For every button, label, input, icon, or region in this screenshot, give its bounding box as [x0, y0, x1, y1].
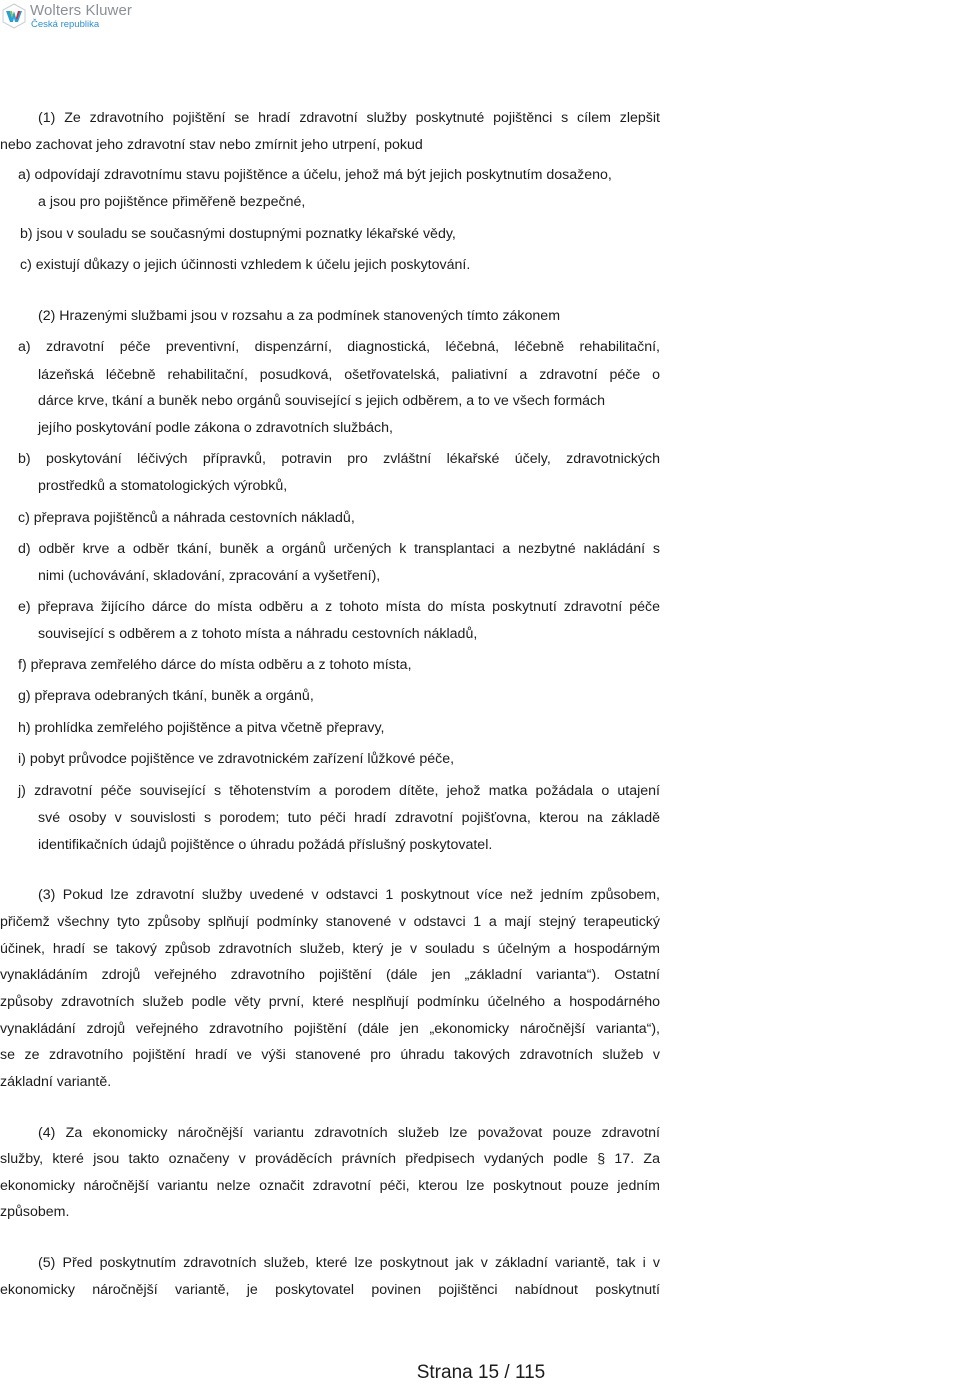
text-line: ekonomicky náročnější variantu nelze označit zdravotní péči, kterou lze poskytnout pouze jedním — [0, 1178, 660, 1194]
text-line: přičemž všechny tyto způsoby splňují podmínky stanovené v odstavci 1 a mají stejný terapeutický — [0, 914, 660, 930]
text-line: dárce krve, tkání a buněk nebo orgánů související s jejich odběrem, a to ve všech formách — [38, 393, 606, 409]
text-line: ekonomicky náročnější variantě, je poskytovatel povinen pojištěnci nabídnout poskytnutí — [0, 1282, 660, 1298]
text-line: vynakládání zdrojů veřejného zdravotního pojištění (dále jen „ekonomicky náročnější varianta“), — [0, 1021, 660, 1037]
text-line: vynakládáním zdrojů veřejného zdravotního pojištění (dále jen „základní varianta“). Ostatní — [0, 967, 660, 983]
text-line: základní variantě. — [0, 1074, 112, 1090]
text-line: c) přeprava pojištěnců a náhrada cestovních nákladů, — [18, 510, 355, 526]
text-line: jejího poskytování podle zákona o zdravotních službách, — [38, 420, 393, 436]
text-line: účinek, hradí se takový způsob zdravotních služeb, který je v souladu s účelným a hospodárným — [0, 941, 660, 957]
text-line: j) zdravotní péče související s těhotenstvím a porodem dítěte, jehož matka požádala o utajení — [18, 783, 660, 799]
text-line: a) zdravotní péče preventivní, dispenzární, diagnostická, léčebná, léčebně rehabilitační, — [18, 339, 660, 355]
text-line: d) odběr krve a odběr tkání, buněk a orgánů určených k transplantaci a nezbytné nakládání s — [18, 541, 660, 557]
text-line: e) přeprava žijícího dárce do místa odběru a z tohoto místa do místa poskytnutí zdravotní péče — [18, 599, 660, 615]
text-line: a jsou pro pojištěnce přiměřeně bezpečné, — [38, 194, 306, 210]
text-line: c) existují důkazy o jejich účinnosti vzhledem k účelu jejich poskytování. — [20, 257, 471, 273]
text-line: způsobem. — [0, 1204, 70, 1220]
wolters-kluwer-logo-icon — [2, 3, 26, 29]
text-line: služby, které jsou takto označeny v prováděcích právních předpisech vydaných podle § 17. Za — [0, 1151, 660, 1167]
text-line: b) jsou v souladu se současnými dostupnými poznatky lékařské vědy, — [20, 226, 456, 242]
text-line: lázeňská léčebně rehabilitační, posudková, ošetřovatelská, paliativní a zdravotní péče o — [38, 367, 660, 383]
text-line: i) pobyt průvodce pojištěnce ve zdravotnickém zařízení lůžkové péče, — [18, 751, 455, 767]
text-line: f) přeprava zemřelého dárce do místa odběru a z tohoto místa, — [18, 657, 412, 673]
publisher-logo — [2, 3, 132, 30]
text-line: své osoby v souvislosti s porodem; tuto péči hradí zdravotní pojišťovna, kterou na základě — [38, 810, 660, 826]
text-line: nimi (uchovávání, skladování, zpracování a vyšetření), — [38, 568, 381, 584]
text-line: identifikačních údajů pojištěnce o úhradu požádá příslušný poskytovatel. — [38, 837, 493, 853]
text-line: (4) Za ekonomicky náročnější variantu zdravotních služeb lze považovat pouze zdravotní — [38, 1125, 660, 1141]
text-line: a) odpovídají zdravotnímu stavu pojištěnce a účelu, jehož má být jejich poskytnutím dosaženo, — [18, 167, 612, 183]
page-number: Strana 15 / 115 — [416, 1362, 546, 1383]
text-line: (3) Pokud lze zdravotní služby uvedené v odstavci 1 poskytnout více než jedním způsobem, — [38, 887, 660, 903]
logo-subtitle: Česká republika — [31, 19, 100, 30]
text-line: prostředků a stomatologických výrobků, — [38, 478, 288, 494]
text-line: nebo zachovat jeho zdravotní stav nebo zmírnit jeho utrpení, pokud — [0, 137, 423, 153]
text-line: způsoby zdravotních služeb podle věty první, které nesplňují podmínku účelného a hospodárného — [0, 994, 660, 1010]
text-line: související s odběrem a z tohoto místa a náhradu cestovních nákladů, — [38, 626, 478, 642]
text-line: g) přeprava odebraných tkání, buněk a orgánů, — [18, 688, 314, 704]
text-line: se ze zdravotního pojištění hradí ve výši stanovené pro úhradu takových zdravotních služeb v — [0, 1047, 660, 1063]
text-line: (2) Hrazenými službami jsou v rozsahu a za podmínek stanovených tímto zákonem — [38, 308, 561, 324]
text-line: (5) Před poskytnutím zdravotních služeb, které lze poskytnout jak v základní variantě, tak i v — [38, 1255, 660, 1271]
text-line: (1) Ze zdravotního pojištění se hradí zdravotní služby poskytnuté pojištěnci s cílem zlepšit — [38, 110, 660, 126]
text-line: h) prohlídka zemřelého pojištěnce a pitva včetně přepravy, — [18, 720, 385, 736]
logo-name: Wolters Kluwer — [30, 2, 132, 19]
text-line: b) poskytování léčivých přípravků, potravin pro zvláštní lékařské účely, zdravotnických — [18, 451, 660, 467]
